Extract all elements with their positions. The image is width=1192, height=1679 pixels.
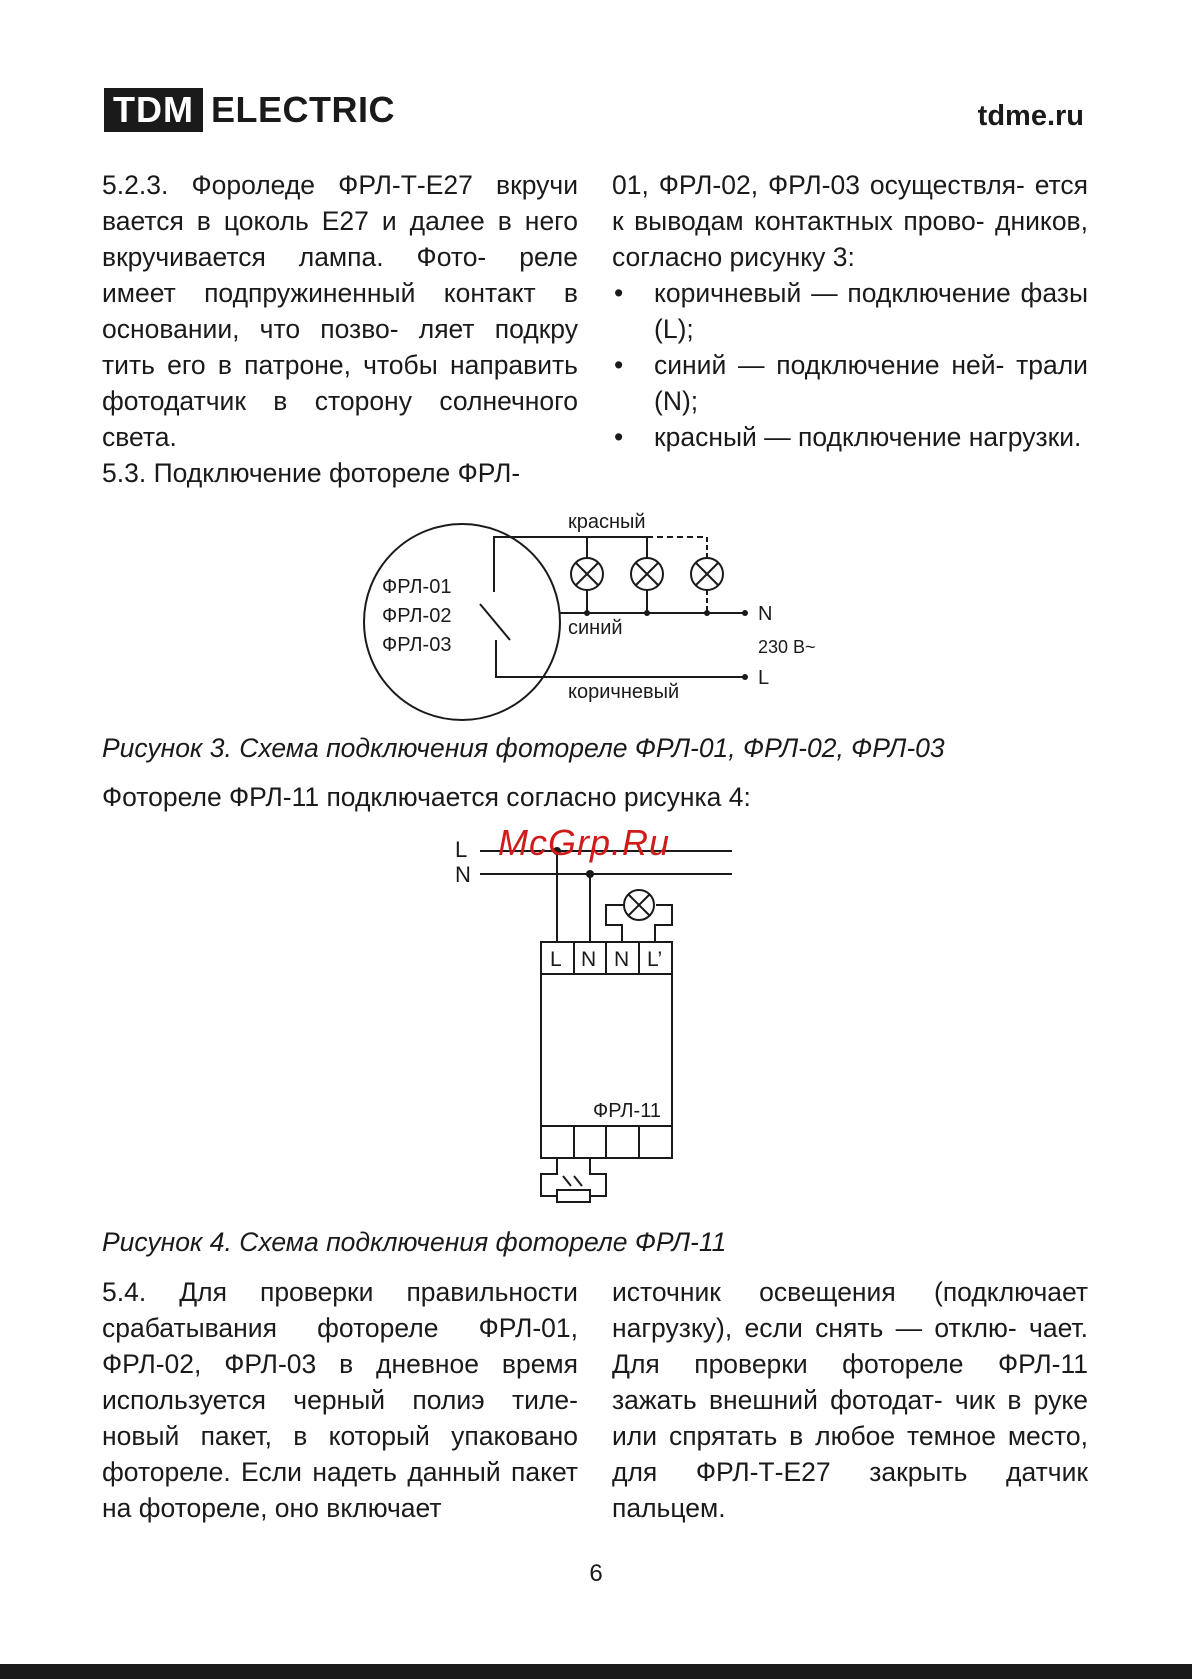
watermark: McGrp.Ru [498, 822, 671, 863]
line-l-label: L [455, 837, 468, 862]
paragraph-5-2-3: 5.2.3. Фороледе ФРЛ-Т-Е27 вкручи вается в цоколь Е27 и далее в него вкручивается лампа. Фото- реле имеет подпружиненный контакт в основании, что позво- ляет подкру тить его в патроне, чтобы направить фотодатчик в сторону солнечного света. [102, 170, 578, 452]
figure3-caption: Рисунок 3. Схема подключения фотореле ФРЛ-01, ФРЛ-02, ФРЛ-03 [102, 733, 945, 763]
terminal-n-label: N [758, 603, 773, 625]
site-url: tdme.ru [977, 100, 1084, 132]
brown-wire-label: коричневый [568, 681, 680, 703]
paragraph-5-3-cont: 01, ФРЛ-02, ФРЛ-03 осуществля- ется к выводам контактных прово- дников, согласно рисунку 3: [612, 170, 1088, 272]
page-number: 6 [589, 1560, 603, 1587]
voltage-label: 230 В~ [758, 637, 816, 657]
terminal-l-out: L’ [647, 948, 663, 971]
device-label: ФРЛ-11 [593, 1100, 661, 1122]
terminal-l-label: L [758, 667, 770, 689]
logo-box: TDM [104, 88, 203, 132]
paragraph-5-4-cont: источник освещения (подключает нагрузку), если снять — отклю- чает. Для проверки фотореле ФРЛ-11 зажать внешний фотодат- чик в руке или спрятать в любое темное место, для ФРЛ-Т-Е27 закрыть датчик пальцем. [612, 1277, 1088, 1523]
section2-right-column [612, 1274, 1088, 1526]
terminal-l: L [550, 948, 562, 971]
lamp-icon [624, 890, 654, 920]
wire-brown-item: • коричневый — подключение фазы (L); [612, 275, 1088, 347]
figure4-intro: Фотореле ФРЛ-11 подключается согласно рисунка 4: [102, 782, 751, 812]
blue-wire-label: синий [568, 617, 623, 639]
wire-blue-item: • синий — подключение ней- трали (N); [612, 347, 1088, 419]
section2-left-column [102, 1274, 578, 1526]
line-n-label: N [455, 862, 471, 887]
device-label-3: ФРЛ-03 [382, 634, 452, 656]
red-wire-label: красный [568, 511, 646, 533]
device-label-1: ФРЛ-01 [382, 576, 452, 598]
photosensor-icon [557, 1176, 590, 1202]
terminal-n-2: N [614, 948, 630, 971]
paragraph-5-4: 5.4. Для проверки правильности срабатывания фотореле ФРЛ-01, ФРЛ-02, ФРЛ-03 в дневное время используется черный полиэ тиле- новый пакет, в который упаковано фотореле. Если надеть данный пакет на фотореле, оно включает [102, 1277, 578, 1523]
device-label-2: ФРЛ-02 [382, 605, 452, 627]
wire-red-item: • красный — подключение нагрузки. [612, 419, 1088, 455]
logo-word: ELECTRIC [210, 89, 395, 130]
bottom-border [0, 1664, 1192, 1679]
paragraph-5-3: 5.3. Подключение фотореле ФРЛ- [102, 458, 521, 488]
terminal-n-1: N [581, 948, 597, 971]
figure4-caption: Рисунок 4. Схема подключения фотореле ФРЛ-11 [102, 1227, 727, 1257]
